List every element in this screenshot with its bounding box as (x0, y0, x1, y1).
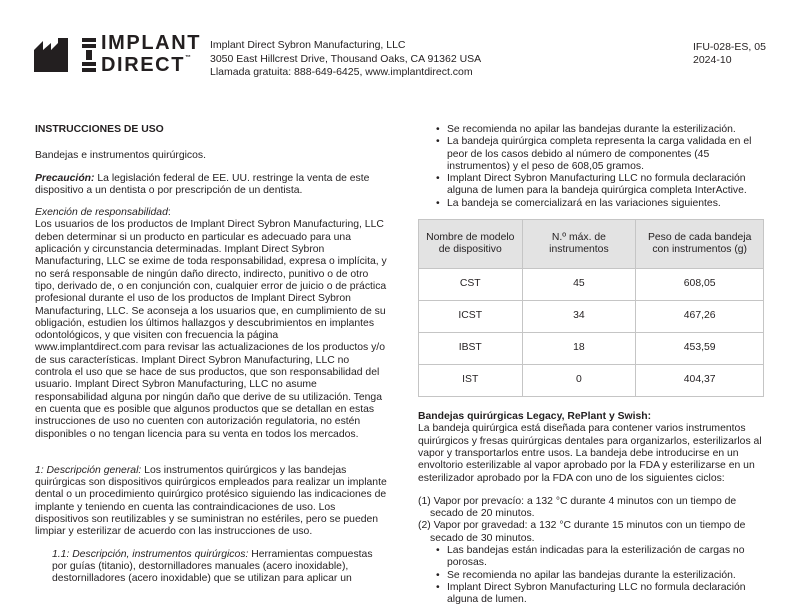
instructions-heading: INSTRUCCIONES DE USO (35, 124, 164, 135)
company-info (210, 39, 481, 80)
table-cell: IST (419, 365, 523, 397)
document-header (0, 0, 800, 110)
section1-text: Los instrumentos quirúrgicos y las bandejas quirúrgicas son dispositivos quirúrgicos empleados para realizar un implante dental o un procedimiento quirúrgico protésico siguiendo las indicaciones de implante y teniendo en cuenta las contraindicaciones de uso. Los dispositivos son reutilizables y se suministran no estériles, pero se pueden limpiar y esterilizar de acuerdo con las instrucciones de uso. (35, 464, 387, 538)
table-row (419, 269, 764, 301)
column-header-weight: Peso de cada bandeja con instrumentos (g) (636, 220, 764, 269)
document-date: 2024-10 (693, 53, 732, 66)
table-header-row (419, 220, 764, 269)
implant-direct-logo-icon (82, 38, 96, 72)
table-row (419, 365, 764, 397)
column-header-model: Nombre de modelo de dispositivo (419, 220, 523, 269)
disclaimer-label: Exención de responsabilidad (35, 207, 168, 219)
caution-label: Precaución: (35, 172, 95, 184)
logo-line2 (101, 55, 201, 75)
column-header-max-instruments: N.º máx. de instrumentos (522, 220, 636, 269)
sterilization-notes-list (418, 124, 768, 210)
list-item: • Se recomienda no apilar las bandejas durante la esterilización. (447, 570, 768, 582)
sterilization-cycles-list (418, 496, 768, 545)
caution-text: La legislación federal de EE. UU. restringe la venta de este dispositivo a un dentista o por prescripción de un dentista. (35, 172, 370, 196)
section1-label: 1: Descripción general: (35, 464, 142, 476)
list-item: • Implant Direct Sybron Manufacturing LLC no formula declaración alguna de lumen para la bandeja quirúrgica completa InterActive. (447, 173, 768, 198)
document-id-block (693, 41, 766, 66)
table-cell: CST (419, 269, 523, 301)
tray-variations-table (418, 219, 764, 397)
caution-paragraph (35, 173, 387, 198)
list-item: • Se recomienda no apilar las bandejas durante la esterilización. (447, 124, 768, 136)
table-cell: 453,59 (636, 333, 764, 365)
list-item: • La bandeja quirúrgica completa representa la carga validada en el peor de los casos debido al número de componentes (45 instrumentos) y el peso de 608,05 gramos. (447, 136, 768, 173)
table-cell: 404,37 (636, 365, 764, 397)
document-id: IFU-028-ES, 05 (693, 41, 766, 53)
tray-notes-list (418, 545, 768, 606)
logo-line1: IMPLANT (101, 32, 202, 54)
section1-paragraph (35, 465, 387, 539)
brand-logo (101, 33, 201, 75)
section11-paragraph (35, 549, 387, 586)
list-item: (1) Vapor por prevacío: a 132 °C durante 4 minutos con un tiempo de secado de 20 minutos. (418, 495, 737, 520)
disclaimer-colon: : (167, 207, 171, 219)
disclaimer-text: Los usuarios de los productos de Implant Direct Sybron Manufacturing, LLC deben determinar si un producto en particular es adecuado para una aplicación y circunstancia determinadas. Implant Direct Sybron Manufacturing, LLC se exime de toda responsabilidad, expresa o implícita, y no será responsable de ningún daño directo, indirecto, punitivo o de otro tipo, derivado de, o en conjunción con, cualquier error de juicio o de práctica profesional durante el uso de los productos de Implant Direct Sybron Manufacturing, LLC. Se aconseja a los usuarios que, en cumplimiento de su obligación, estudien los últimos hallazgos y descubrimientos en implantes odontológicos, y que visiten con frecuencia la página www.implantdirect.com para revisar las actualizaciones de los productos y/o de sus características. Implant Direct Sybron Manufacturing, LLC no controla el uso que se hace de sus productos, que son responsabilidad del usuario. Implant Direct Sybron Manufacturing, LLC no asume responsabilidad alguna por ningún daño que derive de su utilización. Tenga en cuenta que es posible que algunos productos que se detallan en estas instrucciones de uso no cuenten con autorización regulatoria, no estén disponibles o no tengan licencia para su venta en todos los mercados. (35, 219, 387, 440)
section11-label: 1.1: Descripción, instrumentos quirúrgicos: (52, 548, 249, 560)
table-cell: 45 (522, 269, 636, 301)
table-cell: 467,26 (636, 301, 764, 333)
company-contact: Llamada gratuita: 888-649-6425, www.implantdirect.com (210, 66, 473, 78)
company-name: Implant Direct Sybron Manufacturing, LLC (210, 39, 406, 51)
table-cell: IBST (419, 333, 523, 365)
table-row (419, 301, 764, 333)
table-cell: 0 (522, 365, 636, 397)
left-column (35, 124, 387, 596)
table-cell: 18 (522, 333, 636, 365)
section11-text: Herramientas compuestas por guías (titanio), destornilladores manuales (acero inoxidable), destornilladores (acero inoxidable) que se utilizan para aplicar un (52, 548, 373, 585)
list-item: • La bandeja se comercializará en las variaciones siguientes. (447, 198, 768, 210)
table-cell: 34 (522, 301, 636, 333)
company-address: 3050 East Hillcrest Drive, Thousand Oaks, CA 91362 USA (210, 52, 482, 65)
right-column (418, 124, 768, 607)
legacy-text: La bandeja quirúrgica está diseñada para contener varios instrumentos quirúrgicos y fresas quirúrgicas dentales para organizarlos, esterilizarlos al vapor y transportarlos entre usos. La bandeja debe introducirse en un envoltorio esterilizable al vapor aprobado por la FDA y esterilizarse en un esterilizador aprobado por la FDA con uno de los siguientes ciclos: (418, 423, 762, 484)
disclaimer-title (35, 207, 387, 219)
subtitle: Bandejas e instrumentos quirúrgicos. (35, 150, 206, 162)
list-item: • Implant Direct Sybron Manufacturing LLC no formula declaración alguna de lumen. (447, 582, 768, 607)
manufacturer-icon (34, 38, 68, 72)
table-cell: ICST (419, 301, 523, 333)
logo-line2-text: DIRECT (101, 54, 186, 76)
list-item: (2) Vapor por gravedad: a 132 °C durante 15 minutos con un tiempo de secado de 30 minutos. (418, 520, 746, 544)
table-cell: 608,05 (636, 269, 764, 301)
legacy-heading: Bandejas quirúrgicas Legacy, RePlant y Swish: (418, 411, 652, 423)
trademark: ™ (185, 55, 192, 61)
table-row (419, 333, 764, 365)
list-item: • Las bandejas están indicadas para la esterilización de cargas no porosas. (447, 545, 768, 570)
